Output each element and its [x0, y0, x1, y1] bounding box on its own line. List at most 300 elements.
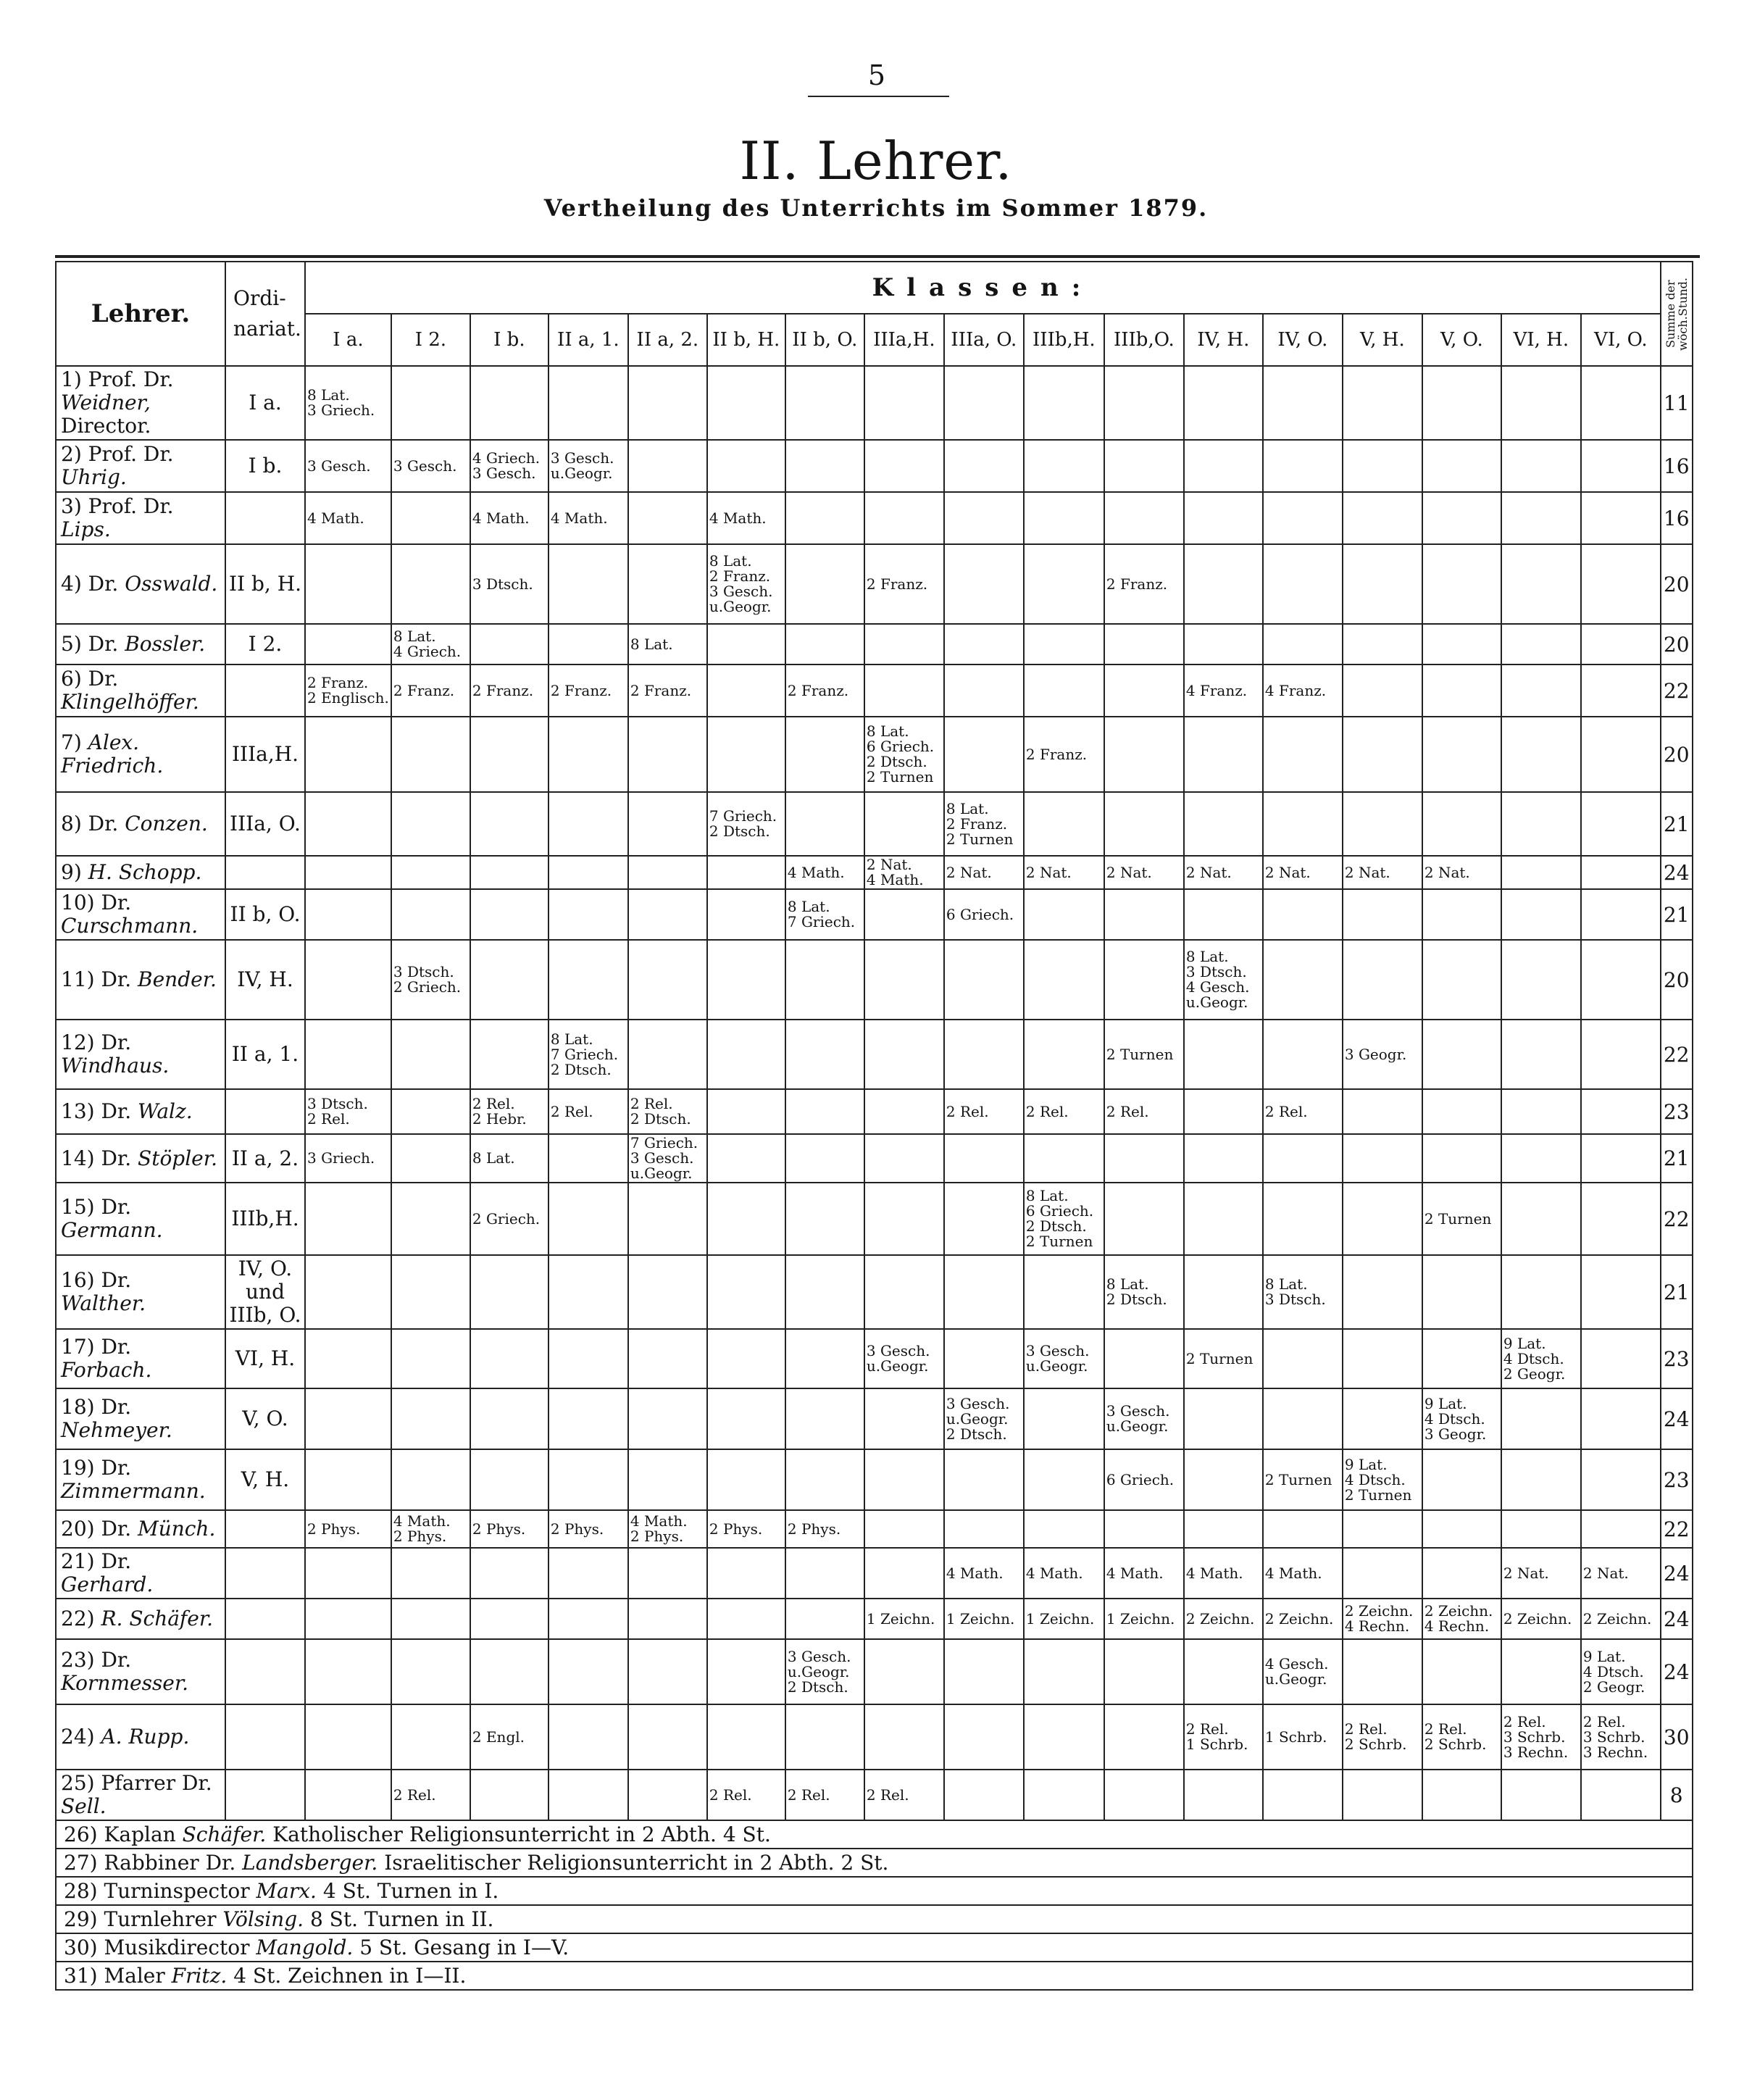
lesson-cell — [628, 624, 707, 664]
text-line: u.Geogr. — [550, 464, 613, 482]
lesson-cell — [1024, 1599, 1104, 1639]
text-line: 2 Turnen — [1025, 1233, 1093, 1250]
lesson-cell — [1422, 1510, 1501, 1548]
text-line: 6 Griech. — [866, 738, 935, 755]
lesson-cell — [470, 1449, 548, 1510]
lesson-cell — [470, 1639, 548, 1704]
lesson-cell — [1184, 1599, 1263, 1639]
lesson-cell — [1184, 1089, 1263, 1134]
lesson-cell — [1343, 492, 1422, 544]
text-line: II a, 2. — [231, 1146, 299, 1170]
teacher-prefix: 17) Dr. — [61, 1335, 132, 1359]
weekly-hours-sum: 30 — [1661, 1704, 1693, 1770]
text-line: 4 Dtsch. — [1582, 1662, 1644, 1680]
text-line: 8 Lat. — [1025, 1187, 1069, 1204]
lesson-cell — [1024, 440, 1104, 492]
extra-teacher-name: Marx. — [256, 1879, 323, 1903]
teacher-prefix: 18) Dr. — [61, 1395, 132, 1419]
lesson-cell — [864, 1510, 944, 1548]
lesson-cell — [1263, 1089, 1343, 1134]
lesson-cell — [1024, 492, 1104, 544]
ordinariat-header-text — [233, 286, 301, 341]
text-line: 2 Griech. — [472, 1209, 541, 1228]
lesson-cell — [1422, 1183, 1501, 1255]
lesson-cell — [628, 492, 707, 544]
lesson-cell — [470, 1388, 548, 1449]
text-line: IIIb, O. — [229, 1303, 301, 1327]
lesson-cell — [628, 889, 707, 940]
lesson-cell — [1024, 1510, 1104, 1548]
teacher-row — [56, 1639, 1693, 1704]
text-line: V, H. — [241, 1467, 290, 1491]
lesson-cell — [305, 1548, 391, 1599]
text-line: 3 Dtsch. — [307, 1095, 368, 1112]
lesson-cell — [1024, 664, 1104, 717]
lesson-cell — [1184, 1020, 1263, 1089]
lesson-cell — [1422, 940, 1501, 1020]
lesson-cell — [944, 1089, 1024, 1134]
lesson-cell — [864, 624, 944, 664]
lesson-cell — [305, 1183, 391, 1255]
lesson-cell — [470, 889, 548, 940]
lesson-cell — [707, 1449, 785, 1510]
class-column-header: II b, O. — [785, 314, 864, 366]
text-line: 3 Dtsch. — [1185, 963, 1247, 980]
lesson-cell — [1581, 1134, 1661, 1183]
text-line: 2 Phys. — [630, 1528, 684, 1545]
weekly-hours-sum: 16 — [1661, 440, 1693, 492]
text-line: 6 Griech. — [1106, 1470, 1175, 1488]
teacher-row — [56, 1548, 1693, 1599]
text-line: 4 Franz. — [1185, 681, 1248, 699]
lesson-cell — [864, 1548, 944, 1599]
text-line: 1 Schrb. — [1264, 1728, 1327, 1746]
teacher-name-cell — [56, 440, 225, 492]
text-line: 4 Rechn. — [1344, 1617, 1410, 1635]
lesson-cell — [1343, 544, 1422, 624]
text-line: 8 Lat. — [307, 386, 350, 404]
lesson-cell — [785, 717, 864, 792]
text-line: 2 Rel. — [1185, 1720, 1229, 1738]
lesson-cell — [785, 1255, 864, 1329]
lesson-cell — [944, 1329, 1024, 1388]
ordinariat-cell — [225, 889, 305, 940]
lesson-cell — [944, 856, 1024, 889]
teacher-name: Klingelhöffer. — [61, 690, 199, 714]
text-line: 3 Schrb. — [1582, 1728, 1645, 1746]
ordinariat-cell — [225, 440, 305, 492]
lesson-cell — [548, 889, 628, 940]
lesson-cell — [305, 492, 391, 544]
lesson-cell — [1024, 624, 1104, 664]
text-line: 3 Gesch. — [787, 1647, 851, 1665]
teacher-name: Curschmann. — [61, 914, 199, 938]
lesson-cell — [391, 792, 470, 856]
lesson-cell — [548, 1510, 628, 1548]
extra-teacher-prefix: 29) Turnlehrer — [64, 1907, 223, 1931]
lesson-cell — [785, 792, 864, 856]
text-line: 4 Dtsch. — [1424, 1409, 1485, 1428]
lesson-cell — [1501, 1183, 1581, 1255]
text-line: Ordi- — [233, 286, 286, 310]
extra-teacher-cell — [56, 1962, 1693, 1990]
text-line: 4 Gesch. — [1185, 978, 1250, 996]
lesson-cell — [1024, 1388, 1104, 1449]
text-line: 1 Zeichn. — [1106, 1609, 1175, 1628]
teacher-name: Zimmermann. — [61, 1479, 206, 1503]
text-line: 2 Nat. — [1025, 863, 1072, 881]
lesson-cell — [548, 1329, 628, 1388]
lesson-cell — [628, 1449, 707, 1510]
teacher-name-cell — [56, 1449, 225, 1510]
teacher-prefix: 23) Dr. — [61, 1648, 132, 1672]
teacher-name-cell — [56, 1089, 225, 1134]
text-line: 2 Dtsch. — [866, 753, 927, 770]
extra-teacher-description: 5 St. Gesang in I—V. — [359, 1936, 570, 1959]
lesson-cell — [785, 1449, 864, 1510]
lesson-cell — [1501, 624, 1581, 664]
lesson-cell — [1104, 1089, 1184, 1134]
text-line: 2 Rel. — [866, 1786, 909, 1804]
lesson-cell — [1343, 1020, 1422, 1089]
lesson-cell — [548, 664, 628, 717]
lesson-cell — [944, 1599, 1024, 1639]
lesson-cell — [1184, 1639, 1263, 1704]
lesson-cell — [1263, 1510, 1343, 1548]
lesson-cell — [1024, 889, 1104, 940]
lesson-cell — [305, 940, 391, 1020]
lesson-cell — [707, 1134, 785, 1183]
lesson-cell — [1343, 940, 1422, 1020]
text-line: 4 Griech. — [393, 643, 462, 660]
lesson-cell — [864, 1599, 944, 1639]
lesson-cell — [470, 1089, 548, 1134]
text-line: 1 Zeichn. — [866, 1609, 935, 1628]
teacher-row — [56, 1183, 1693, 1255]
lesson-cell — [391, 544, 470, 624]
lesson-cell — [548, 1770, 628, 1820]
text-line: IIIb,H. — [231, 1207, 299, 1230]
weekly-hours-sum: 23 — [1661, 1449, 1693, 1510]
lesson-cell — [864, 1183, 944, 1255]
lesson-cell — [785, 624, 864, 664]
lesson-cell — [1184, 792, 1263, 856]
text-line: 2 Rel. — [1106, 1102, 1149, 1120]
lesson-cell — [785, 1089, 864, 1134]
lesson-cell — [1104, 856, 1184, 889]
text-line: 4 Franz. — [1264, 681, 1327, 699]
teacher-row — [56, 1599, 1693, 1639]
teacher-prefix: 25) Pfarrer Dr. — [61, 1771, 212, 1795]
text-line: 8 Lat. — [393, 628, 436, 645]
text-line: 2 Rel. — [787, 1786, 830, 1804]
lesson-cell — [391, 940, 470, 1020]
lesson-cell — [944, 1255, 1024, 1329]
lesson-cell — [1184, 1388, 1263, 1449]
weekly-hours-sum: 21 — [1661, 1255, 1693, 1329]
lesson-cell — [1501, 940, 1581, 1020]
text-line: I b. — [248, 454, 283, 478]
text-line: 2 Phys. — [709, 1520, 763, 1538]
lesson-cell — [1581, 1770, 1661, 1820]
lesson-cell — [1422, 1255, 1501, 1329]
weekly-hours-sum: 20 — [1661, 624, 1693, 664]
weekly-hours-sum: 22 — [1661, 664, 1693, 717]
teacher-name: Nehmeyer. — [61, 1418, 172, 1442]
lesson-cell — [1581, 544, 1661, 624]
teacher-name-cell — [56, 492, 225, 544]
lesson-cell — [1024, 856, 1104, 889]
text-line: 4 Math. — [550, 509, 608, 527]
text-line: 2 Rel. — [1344, 1720, 1388, 1738]
teacher-name: Bender. — [138, 967, 217, 991]
teacher-prefix: 22) — [61, 1607, 101, 1630]
lesson-cell — [944, 1183, 1024, 1255]
extra-teacher-description: 4 St. Zeichnen in I—II. — [233, 1964, 467, 1988]
lesson-cell — [1263, 1548, 1343, 1599]
text-line: II b, O. — [230, 902, 301, 926]
weekly-hours-sum: 24 — [1661, 856, 1693, 889]
text-line: 2 Turnen — [1424, 1209, 1492, 1228]
lesson-cell — [707, 1255, 785, 1329]
lesson-cell — [785, 1510, 864, 1548]
lesson-cell — [391, 1329, 470, 1388]
text-line: 2 Franz. — [787, 681, 849, 699]
lesson-cell — [305, 1388, 391, 1449]
text-line: 1 Schrb. — [1185, 1736, 1248, 1753]
teacher-name-cell — [56, 1599, 225, 1639]
lesson-cell — [1581, 1020, 1661, 1089]
text-line: u.Geogr. — [630, 1164, 693, 1182]
lesson-cell — [391, 440, 470, 492]
text-line: 2 Griech. — [393, 978, 462, 996]
teacher-name-cell — [56, 664, 225, 717]
lesson-cell — [707, 664, 785, 717]
lesson-cell — [707, 1089, 785, 1134]
class-column-header: II a, 2. — [628, 314, 707, 366]
lesson-cell — [707, 1388, 785, 1449]
teacher-prefix: 19) Dr. — [61, 1456, 132, 1480]
lesson-cell — [1104, 1599, 1184, 1639]
lesson-cell — [944, 717, 1024, 792]
ordinariat-cell — [225, 492, 305, 544]
lesson-cell — [1581, 792, 1661, 856]
lesson-cell — [1343, 624, 1422, 664]
text-line: 2 Rel. — [1025, 1102, 1069, 1120]
text-line: 2 Nat. — [1106, 863, 1152, 881]
ordinariat-cell — [225, 856, 305, 889]
lesson-cell — [864, 1020, 944, 1089]
lesson-cell — [1263, 1599, 1343, 1639]
lesson-cell — [707, 624, 785, 664]
text-line: 2 Dtsch. — [550, 1060, 612, 1078]
text-line: 2 Dtsch. — [1025, 1217, 1087, 1235]
text-line: 2 Englisch. — [307, 689, 389, 707]
teacher-prefix: 20) Dr. — [61, 1517, 138, 1541]
teacher-row — [56, 889, 1693, 940]
extra-teacher-cell — [56, 1933, 1693, 1962]
text-line: 2 Phys. — [550, 1520, 604, 1538]
lesson-cell — [1184, 1548, 1263, 1599]
lesson-cell — [1343, 1599, 1422, 1639]
lesson-cell — [628, 366, 707, 440]
text-line: 2 Zeichn. — [1582, 1609, 1652, 1628]
text-line: 4 Math. — [866, 871, 924, 888]
lesson-cell — [1343, 366, 1422, 440]
lesson-cell — [1501, 1510, 1581, 1548]
lesson-cell — [944, 664, 1024, 717]
lesson-cell — [1501, 1770, 1581, 1820]
lesson-cell — [707, 940, 785, 1020]
text-line: 2 Phys. — [472, 1520, 526, 1538]
lesson-cell — [305, 1599, 391, 1639]
extra-teacher-prefix: 27) Rabbiner Dr. — [64, 1851, 243, 1875]
text-line: 8 Lat. — [472, 1149, 515, 1167]
text-line: 2 Turnen — [866, 768, 934, 786]
lesson-cell — [1263, 1388, 1343, 1449]
extra-teacher-prefix: 31) Maler — [64, 1964, 172, 1988]
text-line: 2 Dtsch. — [1106, 1291, 1167, 1308]
text-line: 4 Math. — [630, 1512, 688, 1530]
lesson-cell — [391, 1548, 470, 1599]
lesson-cell — [1024, 940, 1104, 1020]
teacher-prefix: 21) Dr. — [61, 1549, 132, 1573]
lesson-cell — [1024, 366, 1104, 440]
lesson-cell — [1104, 1134, 1184, 1183]
text-line: VI, H. — [235, 1346, 296, 1370]
lesson-cell — [1104, 1449, 1184, 1510]
teacher-row — [56, 940, 1693, 1020]
lesson-cell — [470, 856, 548, 889]
lesson-cell — [785, 664, 864, 717]
text-line: 2 Rel. — [630, 1095, 673, 1112]
text-line: 4 Gesch. — [1264, 1655, 1329, 1672]
teacher-name-cell — [56, 1183, 225, 1255]
lesson-cell — [944, 792, 1024, 856]
ordinariat-cell — [225, 1183, 305, 1255]
lesson-cell — [548, 1704, 628, 1770]
lesson-cell — [391, 1599, 470, 1639]
lesson-cell — [628, 1183, 707, 1255]
lesson-cell — [548, 1548, 628, 1599]
text-line: 2 Turnen — [1344, 1486, 1412, 1504]
lesson-cell — [864, 1329, 944, 1388]
lesson-cell — [1104, 717, 1184, 792]
teacher-name-cell — [56, 544, 225, 624]
text-line: 8 Lat. — [1185, 948, 1229, 965]
lesson-cell — [1501, 1388, 1581, 1449]
lesson-cell — [1024, 717, 1104, 792]
weekly-hours-sum: 11 — [1661, 366, 1693, 440]
lesson-cell — [548, 940, 628, 1020]
class-column-header: IV, H. — [1184, 314, 1263, 366]
text-line: 3 Gesch. — [1106, 1402, 1170, 1420]
text-line: 2 Rel. — [393, 1786, 436, 1804]
lesson-cell — [391, 856, 470, 889]
lesson-cell — [1343, 440, 1422, 492]
text-line: 2 Turnen — [1264, 1470, 1332, 1488]
lesson-cell — [548, 1183, 628, 1255]
lesson-cell — [944, 492, 1024, 544]
ordinariat-cell — [225, 1639, 305, 1704]
teacher-row — [56, 366, 1693, 440]
lesson-cell — [1422, 1388, 1501, 1449]
text-line: 2 Franz. — [866, 575, 928, 593]
lesson-cell — [785, 940, 864, 1020]
lesson-cell — [1343, 1639, 1422, 1704]
weekly-hours-sum: 22 — [1661, 1183, 1693, 1255]
lesson-cell — [864, 1134, 944, 1183]
lesson-cell — [1501, 1255, 1581, 1329]
lesson-cell — [707, 856, 785, 889]
text-line: 7 Griech. — [787, 913, 856, 930]
lesson-cell — [1422, 1770, 1501, 1820]
lesson-cell — [1104, 440, 1184, 492]
lesson-cell — [305, 1449, 391, 1510]
teacher-row — [56, 1134, 1693, 1183]
lesson-cell — [864, 1089, 944, 1134]
lesson-cell — [944, 1449, 1024, 1510]
lesson-cell — [1104, 1388, 1184, 1449]
teacher-row — [56, 624, 1693, 664]
extra-teacher-description: 4 St. Turnen in I. — [322, 1879, 499, 1903]
lesson-cell — [1343, 1510, 1422, 1548]
weekly-hours-sum: 24 — [1661, 1388, 1693, 1449]
lesson-cell — [548, 1599, 628, 1639]
ordinariat-cell — [225, 1449, 305, 1510]
teacher-prefix: 10) Dr. — [61, 891, 132, 914]
class-column-header: VI, O. — [1581, 314, 1661, 366]
teacher-name-cell — [56, 1020, 225, 1089]
lesson-cell — [785, 1639, 864, 1704]
text-line: 4 Math. — [1106, 1564, 1164, 1582]
teacher-prefix: 12) Dr. — [61, 1030, 132, 1054]
weekly-hours-sum: 21 — [1661, 792, 1693, 856]
teacher-name: H. Schopp. — [88, 860, 202, 884]
text-line: 2 Rel. — [709, 1786, 752, 1804]
text-line: 2 Dtsch. — [787, 1678, 848, 1696]
text-line: 2 Turnen — [1185, 1349, 1253, 1367]
lesson-cell — [785, 544, 864, 624]
lesson-cell — [864, 792, 944, 856]
extra-teacher-cell — [56, 1877, 1693, 1905]
text-line: 2 Rel. — [472, 1095, 515, 1112]
weekly-hours-sum: 23 — [1661, 1329, 1693, 1388]
text-line: 8 Lat. — [630, 635, 673, 653]
lesson-cell — [1024, 544, 1104, 624]
lesson-cell — [1263, 664, 1343, 717]
teacher-name-cell — [56, 940, 225, 1020]
lesson-cell — [548, 1449, 628, 1510]
text-line: IV, O. — [238, 1257, 293, 1280]
text-line: u.Geogr. — [946, 1409, 1009, 1428]
extra-teacher-prefix: 28) Turninspector — [64, 1879, 256, 1903]
lesson-cell — [707, 1704, 785, 1770]
teacher-prefix: 15) Dr. — [61, 1195, 132, 1219]
class-column-header: II b, H. — [707, 314, 785, 366]
teacher-prefix: 7) — [61, 730, 88, 754]
lesson-cell — [864, 544, 944, 624]
lesson-cell — [1422, 1329, 1501, 1388]
lesson-cell — [1184, 1329, 1263, 1388]
lesson-cell — [305, 792, 391, 856]
extra-teacher-cell — [56, 1905, 1693, 1933]
lesson-cell — [944, 440, 1024, 492]
lesson-cell — [785, 1599, 864, 1639]
teacher-title: Director. — [61, 414, 151, 438]
teacher-name-cell — [56, 1704, 225, 1770]
lesson-cell — [1501, 664, 1581, 717]
